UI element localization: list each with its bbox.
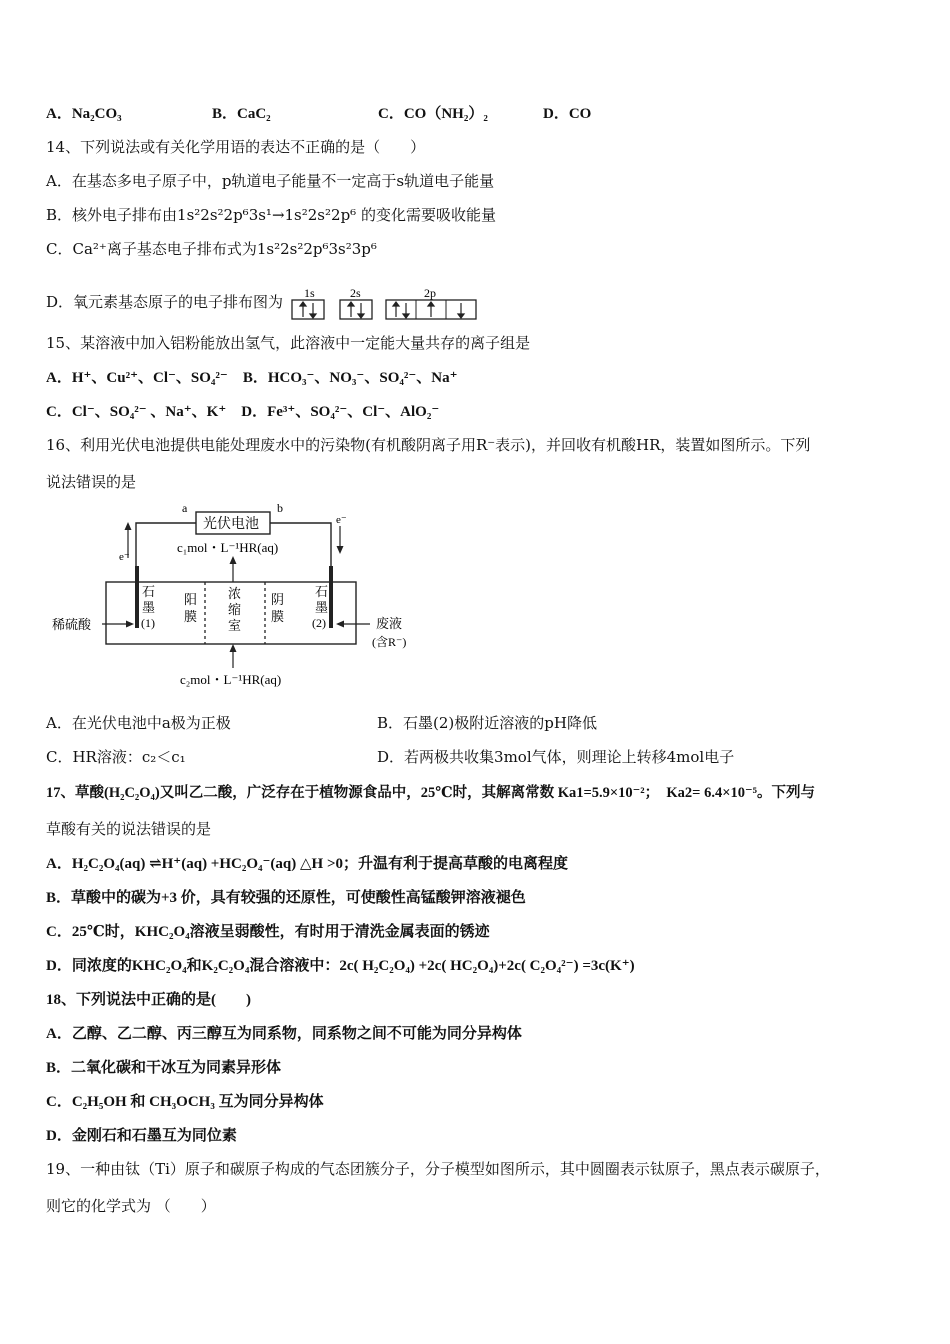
orbital-label-1s: 1s <box>303 286 315 300</box>
chamber-char-1: 浓 <box>228 586 242 601</box>
q18-stem: 18、下列说法中正确的是( ) <box>46 992 251 1008</box>
left-electrode-char-1: 石 <box>142 584 156 599</box>
q15-options-cd: C．Cl⁻、SO₄²⁻ 、Na⁺、K⁺ D．Fe³⁺、SO₄²⁻、Cl⁻、AlO₂⁻ <box>46 404 440 420</box>
q16-option-c: C．HR溶液：c₂＜c₁ <box>46 748 186 766</box>
right-inlet-note: (含R⁻) <box>372 635 407 649</box>
q16-option-b: B．石墨(2)极附近溶液的pH降低 <box>377 714 597 732</box>
q17-option-a: A．H₂C₂O₄(aq) ⇌H⁺(aq) +HC₂O₄⁻(aq) △H >0；升温有利于提高草酸的电离程度 <box>46 856 569 872</box>
q15-options-ab: A．H⁺、Cu²⁺、Cl⁻、SO₄²⁻ B．HCO₃⁻、NO₃⁻、SO₄²⁻、Na⁺ <box>46 370 458 386</box>
terminal-a-label: a <box>182 501 188 515</box>
right-inlet-label: 废液 <box>376 616 403 631</box>
electron-right-label: e⁻ <box>336 514 347 526</box>
q18-option-c: C．C₂H₅OH 和 CH₃OCH₃ 互为同分异构体 <box>46 1094 324 1110</box>
q17-option-b: B．草酸中的碳为+3 价，具有较强的还原性，可使酸性高锰酸钾溶液褪色 <box>46 890 526 906</box>
right-electrode-char-1: 石 <box>315 584 329 599</box>
anion-membrane-char-2: 膜 <box>184 609 198 624</box>
orbital-diagram <box>290 286 478 320</box>
anion-membrane-char-1: 阳 <box>184 592 198 607</box>
battery-label: 光伏电池 <box>203 517 259 532</box>
graphite-electrode-2 <box>329 566 333 628</box>
q17-option-c: C．25℃时，KHC₂O₄溶液呈弱酸性，有时用于清洗金属表面的锈迹 <box>46 924 490 940</box>
top-concentration-label: c₁mol・L⁻¹HR(aq) <box>177 540 279 555</box>
q16-stem-line2: 说法错误的是 <box>46 473 137 491</box>
q18-option-a: A．乙醇、乙二醇、丙三醇互为同系物，同系物之间不可能为同分异构体 <box>46 1026 522 1042</box>
q18-option-d: D．金刚石和石墨互为同位素 <box>46 1128 237 1144</box>
cation-membrane-char-1: 阴 <box>271 592 285 607</box>
q14-option-b: B．核外电子排布由1s²2s²2p⁶3s¹→1s²2s²2p⁶ 的变化需要吸收能量 <box>46 206 496 224</box>
q14-stem: 14、下列说法或有关化学用语的表达不正确的是（ ） <box>46 138 426 156</box>
q14-option-d-text: D．氧元素基态原子的电子排布图为 <box>46 293 284 311</box>
right-electrode-char-2: 墨 <box>315 600 329 615</box>
left-inlet-label: 稀硫酸 <box>52 617 92 632</box>
q19-stem-line2: 则它的化学式为 （ ） <box>46 1197 216 1215</box>
q19-stem-line1: 19、一种由钛（Ti）原子和碳原子构成的气态团簇分子，分子模型如图所示，其中圆圈表示钛原子，黑点表示碳原子， <box>46 1160 830 1178</box>
q13-option-b: B．CaC₂ <box>212 106 271 122</box>
q13-option-a: A．Na₂CO₃ <box>46 106 122 122</box>
q14-option-c: C．Ca²⁺离子基态电子排布式为1s²2s²2p⁶3s²3p⁶ <box>46 240 377 258</box>
left-electrode-char-3: (1) <box>141 616 155 630</box>
orbital-label-2s: 2s <box>349 286 361 300</box>
q17-stem-line2: 草酸有关的说法错误的是 <box>46 820 212 838</box>
q16-stem-line1: 16、利用光伏电池提供电能处理废水中的污染物(有机酸阴离子用R⁻表示)，并回收有机酸HR，装置如图所示。下列 <box>46 436 811 454</box>
chamber-char-3: 室 <box>228 618 242 633</box>
q18-option-b: B．二氧化碳和干冰互为同素异形体 <box>46 1060 282 1076</box>
q14-option-a: A．在基态多电子原子中，p轨道电子能量不一定高于s轨道电子能量 <box>46 172 495 190</box>
q13-option-c: C．CO（NH₂）₂ <box>378 106 488 122</box>
q14-option-d <box>46 286 478 320</box>
q16-option-d: D．若两极共收集3mol气体，则理论上转移4mol电子 <box>377 748 735 766</box>
bottom-concentration-label: c₂mol・L⁻¹HR(aq) <box>180 672 282 687</box>
left-electrode-char-2: 墨 <box>142 600 156 615</box>
q13-option-d: D．CO <box>543 106 592 122</box>
electron-left-label: e⁻ <box>119 551 130 563</box>
graphite-electrode-1 <box>135 566 139 628</box>
right-electrode-char-3: (2) <box>312 616 326 630</box>
q17-option-d: D．同浓度的KHC₂O₄和K₂C₂O₄混合溶液中：2c( H₂C₂O₄) +2c( HC₂O₄)+2c( C₂O₄²⁻) =3c(K⁺) <box>46 958 635 974</box>
orbital-label-2p: 2p <box>423 286 436 300</box>
q16-option-a: A．在光伏电池中a极为正极 <box>46 714 231 732</box>
cation-membrane-char-2: 膜 <box>271 609 285 624</box>
electrolysis-diagram <box>46 500 416 700</box>
q15-stem: 15、某溶液中加入铝粉能放出氢气，此溶液中一定能大量共存的离子组是 <box>46 334 531 352</box>
q17-stem-line1: 17、草酸(H₂C₂O₄)又叫乙二酸，广泛存在于植物源食品中，25℃时，其解离常数 Ka1=5.9×10⁻²； Ka2= 6.4×10⁻⁵。下列与 <box>46 785 815 801</box>
chamber-char-2: 缩 <box>228 602 242 617</box>
terminal-b-label: b <box>277 501 283 515</box>
